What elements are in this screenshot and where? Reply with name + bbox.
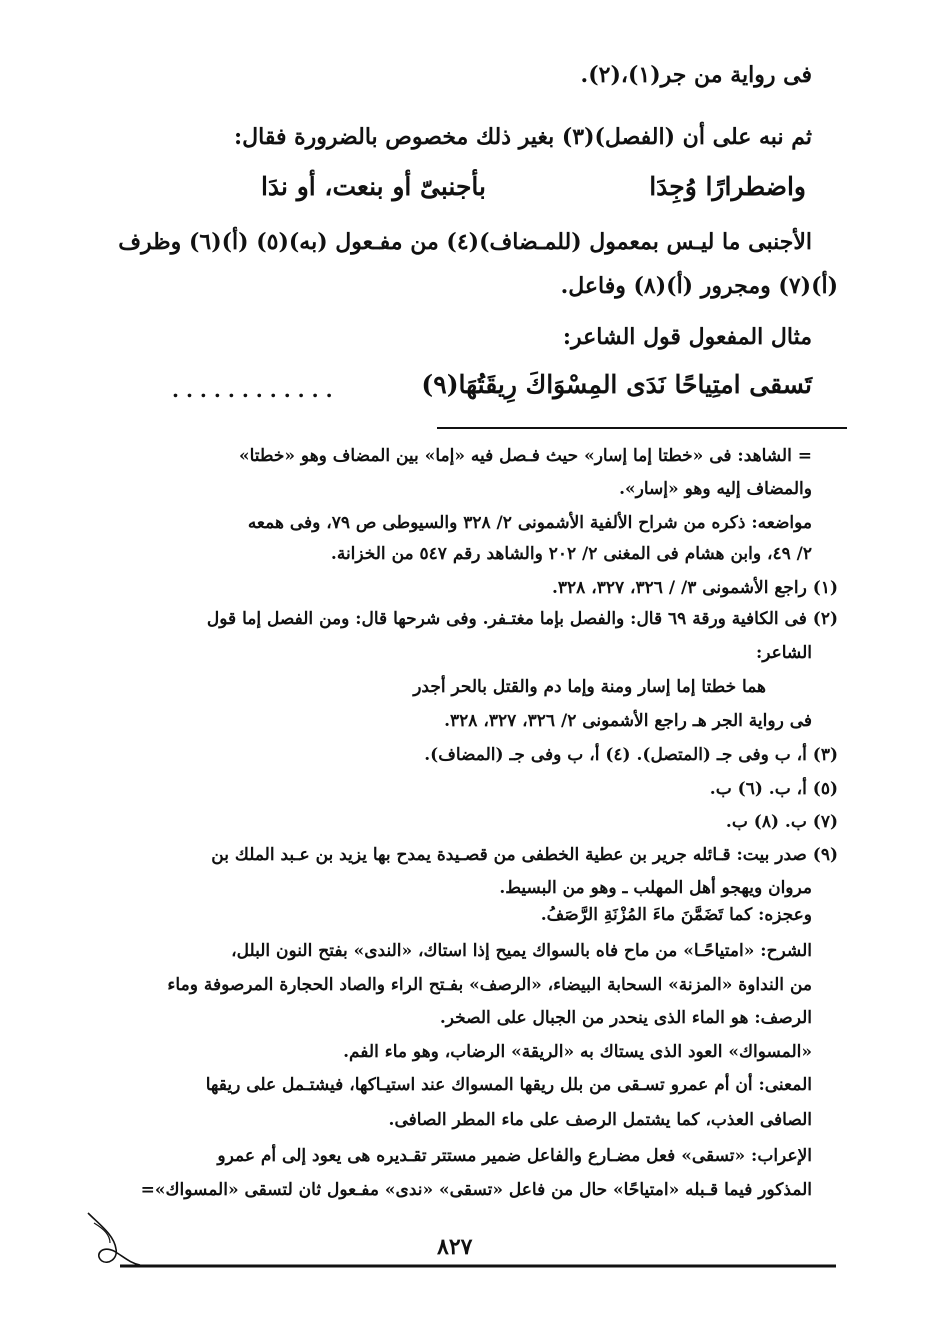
footnote-line: مروان ويهجو أهل المهلب ـ وهو من البسيط. (499, 878, 812, 898)
footnote-line: «المسواك» العود الذى يستاك به «الريقة» الرضاب، وهو ماء الفم. (343, 1042, 812, 1062)
footnote-verse: هما خطتا إما إسار ومنة وإما دم والقتل بالحر أجدر (413, 677, 766, 697)
footnote-line: (٥) أ، ب. (٦) ب. (709, 779, 838, 799)
verse-left-hemistich: بأجنبىّ أو بنعت، أو ندَا (260, 172, 486, 201)
main-line-4: الأجنبى ما ليـس بمعمول (للمـضاف)(٤) من مفـعول (به)(٥) (أ)(٦) وظرف (118, 229, 812, 255)
footnote-line: (٩) صدر بيت: قـائله جرير بن عطية الخطفى من قصـيدة يمدح بها يزيد بن عـبد الملك بن (211, 845, 838, 865)
footnote-line: = الشاهد: فى «خطتا إما إسار» حيث فـصل فيه «إما» بين المضاف وهو «خطتا» (238, 446, 812, 466)
footnote-line: الرصف: هو الماء الذى ينحدر من الجبال على الصخر. (439, 1008, 812, 1028)
footnote-line: الصافى العذب، كما يشتمل الرصف على ماء المطر الصافى. (388, 1110, 812, 1130)
footnote-line: الشرح: «امتياحًـا» من ماح فاه بالسواك يميح إذا استاك، «الندى» بفتح النون البلل، (231, 941, 812, 961)
verse-right-hemistich: واضطرارًا وُجِدَا (649, 172, 806, 201)
main-line-2: ثم نبه على أن (الفصل)(٣) بغير ذلك مخصوص بالضرورة فقال: (234, 124, 812, 150)
main-line-1: فى رواية من جر(١)،(٢). (580, 62, 812, 88)
footnote-line: ٢/ ٤٩، وابن هشام فى المغنى ٢/ ٢٠٢ والشاهد رقم ٥٤٧ من الخزانة. (330, 544, 812, 564)
footnote-line: الإعراب: «تسقى» فعل مضـارع والفاعل ضمير مستتر تقـديره هى يعود إلى أم عمرو (217, 1146, 812, 1166)
main-line-5: (أ)(٧) ومجرور (أ)(٨) وفاعل. (560, 273, 838, 299)
footnote-line: فى رواية الجر هـ راجع الأشمونى ٢/ ٣٢٦، ٣٢٧، ٣٢٨. (444, 711, 812, 731)
footnote-line: (٧) ب. (٨) ب. (725, 812, 838, 832)
footnote-line: الشاعر: (755, 643, 812, 663)
footnote-line: مواضعه: ذكره من شراح الألفية الأشمونى ٢/ ٣٢٨ والسيوطى ص ٧٩، وفى همعه (247, 513, 812, 533)
bottom-flourish (80, 1205, 860, 1275)
footnote-line: المعنى: أن أم عمرو تسـقى من بلل ريقها المسواك عند استيـاكها، فيشتـمل على ريقها (205, 1075, 812, 1095)
ellipsis-dots: ............ (172, 378, 340, 402)
verse-quote: تَسقى امتِياحًا نَدَى المِسْوَاكَ رِيقَتُهَا(٩) (421, 370, 812, 399)
footnote-line: والمضاف إليه وهو «إسار». (619, 479, 812, 499)
footnote-divider (437, 427, 847, 429)
footnote-line: (٣) أ، ب وفى جـ (المتصل). (٤) أ، ب وفى جـ (المضاف). (424, 745, 838, 765)
page-number: ٨٢٧ (437, 1234, 473, 1260)
footnote-line: وعجزه: كما تَضَمَّنَ ماءَ المُزْنَةِ الرَّصَفُ. (540, 905, 812, 925)
footnote-line: من النداوة «المزنة» السحابة البيضاء، «الرصف» بفـتح الراء والصاد الحجارة المرصوفة وماء (167, 975, 812, 995)
main-line-6: مثال المفعول قول الشاعر: (562, 324, 812, 350)
footnote-line: (١) راجع الأشمونى ٣/ / ٣٢٦، ٣٢٧، ٣٢٨. (551, 578, 838, 598)
footnote-line: (٢) فى الكافية ورقة ٦٩ قال: والفصل بإما مغتـفر. وفى شرحها قال: ومن الفصل إما قول (206, 609, 838, 629)
footnote-line: المذكور فيما قـبله «امتياحًا» حال من فاعل «تسقى» «ندى» مفـعول ثان لتسقى «المسواك»= (140, 1180, 812, 1200)
